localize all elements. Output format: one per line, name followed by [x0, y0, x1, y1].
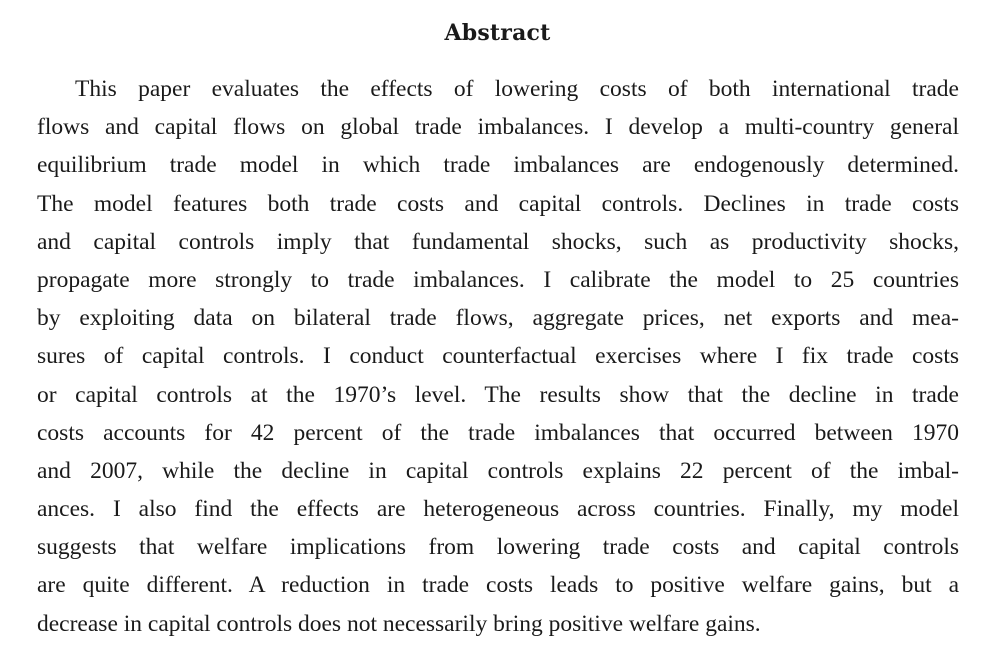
- abstract-line: or capital controls at the 1970’s level. The results show that the decline in trade: [37, 381, 959, 408]
- abstract-line: suggests that welfare implications from lowering trade costs and capital controls: [37, 534, 959, 561]
- abstract-line: are quite different. A reduction in trade costs leads to positive welfare gains, but a: [37, 572, 959, 599]
- abstract-line: ances. I also find the effects are heterogeneous across countries. Finally, my model: [37, 496, 959, 523]
- abstract-line: equilibrium trade model in which trade imbalances are endogenously determined.: [37, 152, 959, 179]
- abstract-line: and 2007, while the decline in capital controls explains 22 percent of the imbal-: [37, 457, 959, 484]
- abstract-line: decrease in capital controls does not necessarily bring positive welfare gains.: [37, 610, 761, 637]
- abstract-line: by exploiting data on bilateral trade flows, aggregate prices, net exports and mea-: [37, 305, 959, 332]
- abstract-line: and capital controls imply that fundamental shocks, such as productivity shocks,: [37, 228, 959, 255]
- abstract-line: This paper evaluates the effects of lowering costs of both international trade: [75, 76, 959, 102]
- abstract-line: costs accounts for 42 percent of the trade imbalances that occurred between 1970: [37, 419, 959, 446]
- abstract-line: The model features both trade costs and capital controls. Declines in trade costs: [37, 190, 959, 217]
- abstract-heading: Abstract: [444, 20, 551, 46]
- abstract-body: [37, 70, 959, 643]
- abstract-line: sures of capital controls. I conduct counterfactual exercises where I fix trade costs: [37, 343, 959, 370]
- abstract-line: flows and capital flows on global trade imbalances. I develop a multi-country general: [37, 114, 959, 141]
- abstract-line: propagate more strongly to trade imbalances. I calibrate the model to 25 countries: [37, 266, 959, 293]
